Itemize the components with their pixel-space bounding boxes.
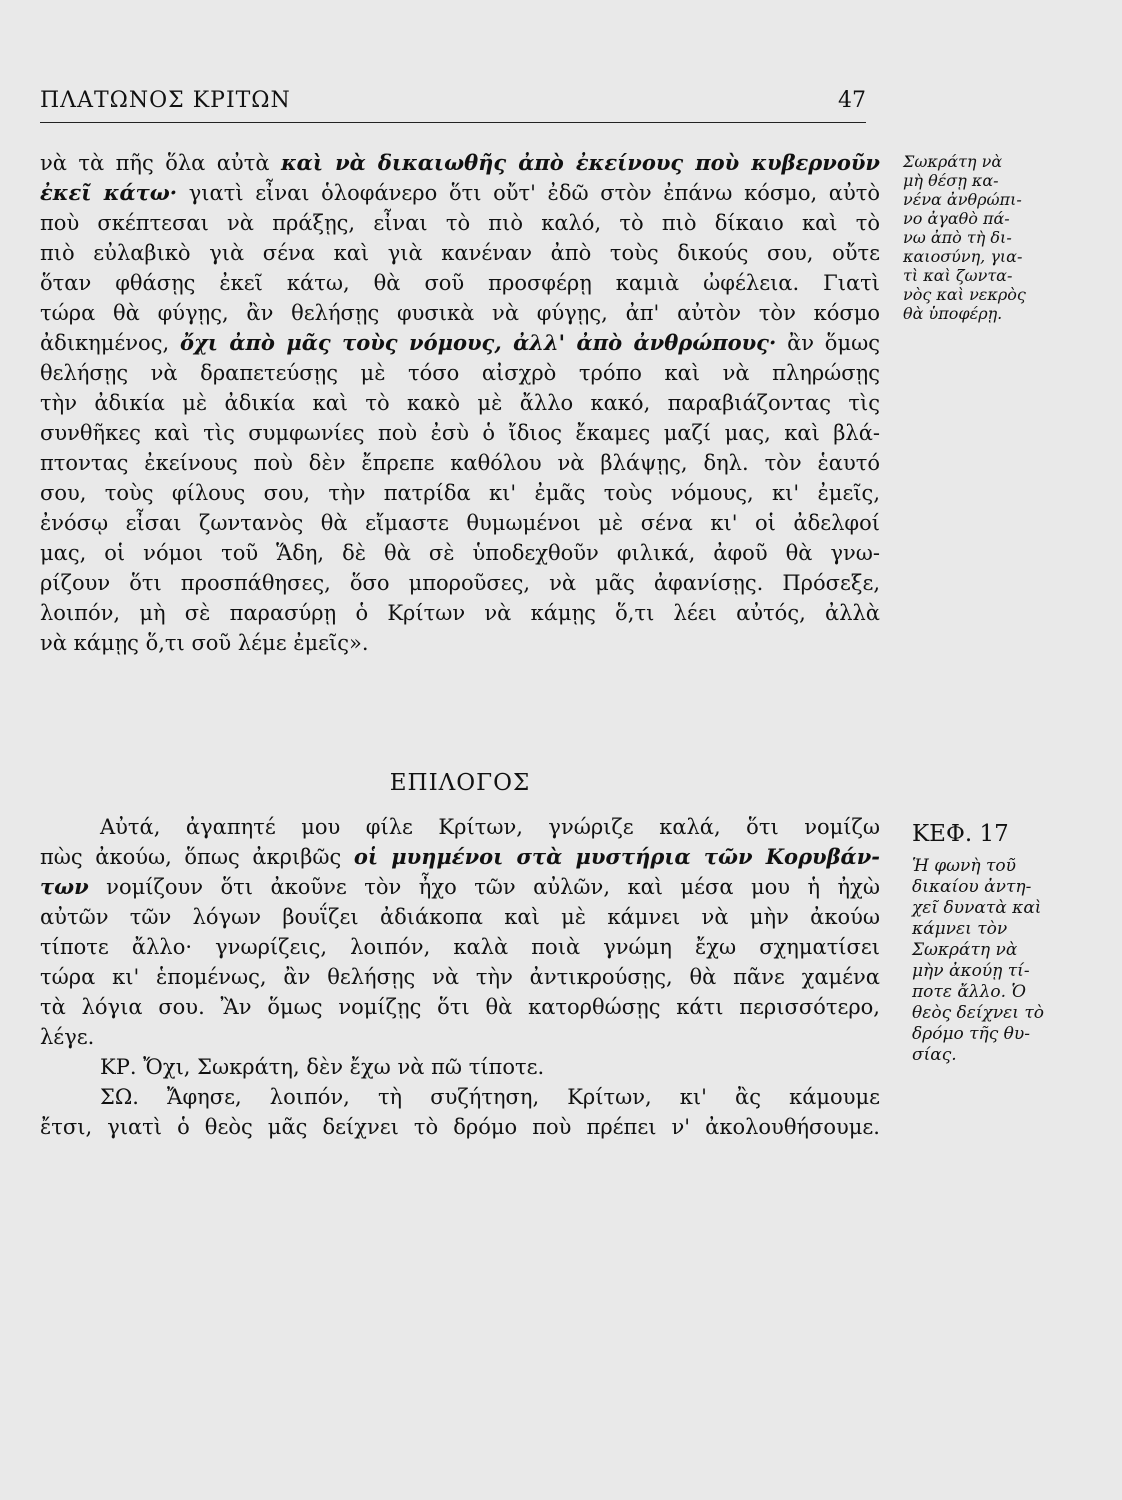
text-line [40,1112,880,1142]
text-segment: τὰ λόγια σου. Ἂν ὅμως νομίζῃς ὅτι θὰ κατορθώσῃς κάτι περισσότερο, [40,995,880,1019]
emphasis-text: οἱ μυημένοι στὰ μυστήρια τῶν Κορυβάν- [353,844,880,869]
text-line [40,872,880,902]
margin-line: νένα ἀνθρώπι- [903,190,1022,209]
margin-line: χεῖ δυνατὰ καὶ [912,898,1042,918]
text-line [40,478,880,508]
text-line [40,238,880,268]
text-line [40,328,880,358]
text-segment: ρίζουν ὅτι προσπάθησες, ὅσο μποροῦσες, νὰ μᾶς ἀφανίσῃς. Πρόσεξε, [40,571,880,595]
main-text [40,148,880,658]
text-line [40,268,880,298]
text-segment: Αὐτά, ἀγαπητέ μου φίλε Κρίτων, γνώριζε καλά, ὅτι νομίζω [100,815,880,839]
margin-note-1 [903,152,1053,323]
emphasis-text: καὶ νὰ δικαιωθῆς ἀπὸ ἐκείνους ποὺ κυβερνοῦν [280,150,880,175]
chapter-label: ΚΕΦ. 17 [912,821,1009,847]
text-line [40,1082,880,1112]
page-number: 47 [838,88,866,113]
margin-line: νο ἀγαθὸ πά- [903,209,1010,228]
text-segment: ἂν ὅμως [776,331,880,355]
text-line [40,358,880,388]
emphasis-text: ὄχι ἀπὸ μᾶς τοὺς νόμους, ἀλλ' ἀπὸ ἀνθρώπους· [179,330,777,355]
text-line [40,508,880,538]
text-segment: πὼς ἀκούω, ὅπως ἀκριβῶς [40,845,354,869]
margin-line: Ἡ φωνὴ τοῦ [912,856,1016,876]
margin-line: θεὸς δείχνει τὸ [912,1003,1045,1023]
margin-line: τὶ καὶ ζωντα- [903,266,1013,285]
header-rule [40,122,866,123]
text-segment: ΣΩ. Ἄφησε, λοιπόν, τὴ συζήτηση, Κρίτων, κι' ἂς κάμουμε [100,1085,880,1109]
text-segment: συνθῆκες καὶ τὶς συμφωνίες ποὺ ἐσὺ ὁ ἴδιος ἔκαμες μαζί μας, καὶ βλά- [40,421,880,445]
text-line [40,388,880,418]
margin-line: σίας. [912,1045,957,1065]
margin-line: καιοσύνη, για- [903,247,1023,266]
text-segment: τώρα κι' ἑπομένως, ἂν θελήσῃς νὰ τὴν ἀντικρούσῃς, θὰ πᾶνε χαμένα [40,965,880,989]
text-segment: θελήσῃς νὰ δραπετεύσῃς μὲ τόσο αἰσχρὸ τρόπο καὶ νὰ πληρώσῃς [40,361,880,385]
margin-line: Σωκράτη νὰ [912,940,1018,960]
text-segment: ΚΡ. Ὄχι, Σωκράτη, δὲν ἔχω νὰ πῶ τίποτε. [100,1055,545,1079]
text-line [40,178,880,208]
margin-line: νὸς καὶ νεκρὸς [903,285,1026,304]
text-segment: λέγε. [40,1025,95,1049]
text-line [40,1052,880,1082]
text-segment: τὴν ἀδικία μὲ ἀδικία καὶ τὸ κακὸ μὲ ἄλλο κακό, παραβιάζοντας τὶς [40,391,880,415]
margin-line: μὴ θέσῃ κα- [903,171,999,190]
text-line [40,598,880,628]
margin-line: νω ἀπὸ τὴ δι- [903,228,1012,247]
text-segment: γιατὶ εἶναι ὁλοφάνερο ὅτι οὔτ' ἐδῶ στὸν ἐπάνω κόσμο, αὐτὸ [177,181,880,205]
text-segment: ἐνόσῳ εἶσαι ζωντανὸς θὰ εἴμαστε θυμωμένοι μὲ σένα κι' οἱ ἀδελφοί [40,511,880,535]
margin-line: δικαίου ἀντη- [912,877,1032,897]
text-line [40,842,880,872]
emphasis-text: ἐκεῖ κάτω· [40,180,178,205]
text-line [40,208,880,238]
margin-line: θὰ ὑποφέρῃ. [903,304,1003,323]
text-segment: πιὸ εὐλαβικὸ γιὰ σένα καὶ γιὰ κανέναν ἀπὸ τοὺς δικούς σου, οὔτε [40,241,880,265]
text-segment: ἀδικημένος, [40,331,180,355]
text-line [40,298,880,328]
text-segment: σου, τοὺς φίλους σου, τὴν πατρίδα κι' ἐμᾶς τοὺς νόμους, κι' ἐμεῖς, [40,481,880,505]
text-segment: λοιπόν, μὴ σὲ παρασύρῃ ὁ Κρίτων νὰ κάμῃς ὅ,τι λέει αὐτός, ἀλλὰ [40,601,880,625]
section-title: ΕΠΙΛΟΓΟΣ [389,770,531,796]
margin-line: κάμνει τὸν [912,919,1008,939]
margin-line: ποτε ἄλλο. Ὁ [912,982,1027,1002]
text-segment: νὰ τὰ πῆς ὅλα αὐτὰ [40,151,281,175]
emphasis-text: των [40,874,89,899]
text-segment: πτοντας ἐκείνους ποὺ δὲν ἔπρεπε καθόλου νὰ βλάψῃς, δηλ. τὸν ἑαυτό [40,451,880,475]
text-line [40,932,880,962]
text-segment: νομίζουν ὅτι ἀκοῦνε τὸν ἦχο τῶν αὐλῶν, καὶ μέσα μου ἡ ἠχὼ [88,875,880,899]
text-segment: ἔτσι, γιατὶ ὁ θεὸς μᾶς δείχνει τὸ δρόμο ποὺ πρέπει ν' ἀκολουθήσουμε. [40,1115,880,1139]
text-line [40,962,880,992]
text-line [40,148,880,178]
text-line [40,418,880,448]
margin-line: μὴν ἀκούῃ τί- [912,961,1030,981]
book-title: ΠΛΑΤΩΝΟΣ ΚΡΙΤΩΝ [40,88,291,113]
text-segment: ποὺ σκέπτεσαι νὰ πράξῃς, εἶναι τὸ πιὸ καλό, τὸ πιὸ δίκαιο καὶ τὸ [40,211,880,235]
text-segment: τίποτε ἄλλο· γνωρίζεις, λοιπόν, καλὰ ποιὰ γνώμη ἔχω σχηματίσει [40,935,880,959]
text-segment: αὐτῶν τῶν λόγων βουΐζει ἀδιάκοπα καὶ μὲ κάμνει νὰ μὴν ἀκούω [40,905,880,929]
text-segment: μας, οἱ νόμοι τοῦ Ἅδη, δὲ θὰ σὲ ὑποδεχθοῦν φιλικά, ἀφοῦ θὰ γνω- [40,541,880,565]
text-line [40,628,880,658]
text-line [40,1022,880,1052]
text-line [40,568,880,598]
text-segment: νὰ κάμῃς ὅ,τι σοῦ λέμε ἐμεῖς». [40,631,369,655]
margin-note-2 [912,818,1072,1066]
text-line [40,538,880,568]
text-line [40,902,880,932]
page-header [40,88,866,118]
epilogue-text [40,812,880,1142]
text-line [40,992,880,1022]
text-segment: ὅταν φθάσῃς ἐκεῖ κάτω, θὰ σοῦ προσφέρῃ καμιὰ ὠφέλεια. Γιατὶ [40,271,880,295]
text-line [40,448,880,478]
margin-line: Σωκράτη νὰ [903,152,1003,171]
margin-line: δρόμο τῆς θυ- [912,1024,1030,1044]
text-line [40,812,880,842]
text-segment: τώρα θὰ φύγῃς, ἂν θελήσῃς φυσικὰ νὰ φύγῃς, ἀπ' αὐτὸν τὸν κόσμο [40,301,880,325]
